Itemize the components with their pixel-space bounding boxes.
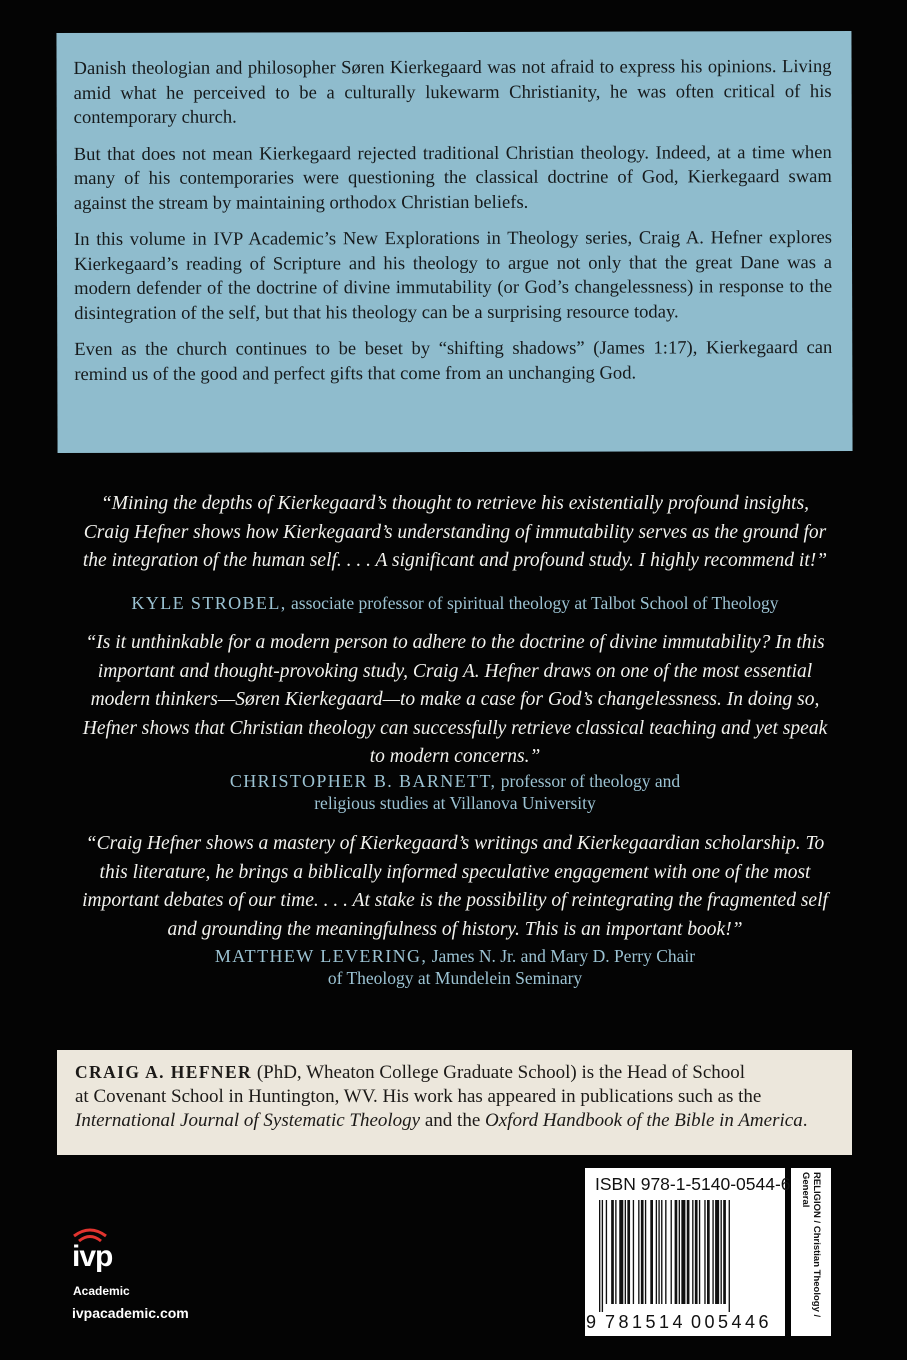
isbn-label: ISBN 978-1-5140-0544-6: [595, 1174, 791, 1194]
barcode-icon: [595, 1200, 775, 1312]
barcode-bar: [615, 1200, 616, 1304]
category-label: RELIGION / Christian Theology / General: [800, 1172, 822, 1318]
endorsement-quote-3: “Craig Hefner shows a mastery of Kierkegaard’s writings and Kierkegaardian scholarship. To this literature, he brings a biblically informed speculative engagement with one of the most important debates of our time. . . . At stake is the possibility of reintegrating the fragmented self and grounding the meaningfulness of history. This is an important book!”: [82, 833, 828, 940]
barcode-bar: [627, 1200, 630, 1304]
barcode-bar: [645, 1200, 646, 1304]
endorser-name: KYLE STROBEL,: [131, 593, 287, 613]
handbook-title: Oxford Handbook of the Bible in America: [485, 1110, 803, 1131]
endorser-name: CHRISTOPHER B. BARNETT,: [229, 771, 497, 791]
description-paragraph-4: Even as the church continues to be beset by “shifting shadows” (James 1:17), Kierkegaard can remind us of the good and perfect gifts that come from an unchanging God.: [74, 337, 833, 385]
endorsement-attribution-1: [40, 592, 870, 614]
endorser-title: professor of theology and: [500, 771, 681, 791]
author-bio-panel: CRAIG A. HEFNER (PhD, Wheaton College Graduate School) is the Head of School at Covenant School in Huntington, WV. His work has appeared in publications such as the International Journal of Systematic Theology and the Oxford Handbook of the Bible in America.: [57, 1050, 852, 1155]
barcode-bar: [606, 1200, 607, 1304]
barcode-bar: [707, 1200, 710, 1304]
endorser-title: of Theology at Mundelein Seminary: [327, 968, 583, 988]
publisher-imprint: Academic: [73, 1284, 130, 1298]
barcode-bar: [695, 1200, 698, 1304]
endorser-title: associate professor of spiritual theology at Talbot School of Theology: [291, 593, 779, 613]
barcode-bar: [661, 1200, 662, 1304]
description-paragraph-2: But that does not mean Kierkegaard rejected traditional Christian theology. Indeed, at a time when many of his contemporaries were questioning the classical doctrine of God, Kierkegaard swam against the stream by maintaining orthodox Christian beliefs.: [73, 141, 832, 214]
barcode-bar: [699, 1200, 700, 1304]
barcode-bar: [692, 1200, 693, 1304]
publisher-website-link[interactable]: ivpacademic.com: [72, 1305, 189, 1321]
barcode-bar: [675, 1200, 678, 1304]
barcode-bar: [671, 1200, 672, 1304]
barcode-bar: [619, 1200, 623, 1304]
endorsement-quote-1: “Mining the depths of Kierkegaard’s thought to retrieve his existentially profound insights, Craig Hefner shows how Kierkegaard’s understanding of immutability serves as the ground for the integration of the human self. . . . A significant and profound study. I highly recommend it!”: [82, 493, 828, 571]
isbn-barcode-box: ISBN 978-1-5140-0544-6 9 781514 005446: [585, 1168, 785, 1336]
endorsement-attribution-2: [40, 770, 870, 814]
barcode-bar: [712, 1200, 713, 1304]
barcode-bar: [650, 1200, 653, 1304]
barcode-bar: [638, 1200, 639, 1304]
publisher-logo-text: ivp: [72, 1240, 113, 1273]
barcode-bar: [687, 1200, 690, 1304]
barcode-bar: [704, 1200, 705, 1304]
barcode-bar: [721, 1200, 722, 1304]
barcode-bar: [679, 1200, 680, 1304]
barcode-bar: [611, 1200, 614, 1304]
barcode-bar: [658, 1200, 659, 1304]
description-paragraph-1: Danish theologian and philosopher Søren Kierkegaard was not afraid to express his opinions. Living amid what he perceived to be a culturally lukewarm Christianity, he was often critical of his contemporary church.: [73, 56, 832, 128]
barcode-bar: [633, 1200, 634, 1304]
description-paragraph-3: In this volume in IVP Academic’s New Explorations in Theology series, Craig A. Hefner explores Kierkegaard’s reading of Scripture and his theology to argue not only that the great Dane was a modern defender of the doctrine of divine immutability (or God’s changelessness) in response to the disintegration of the self, but that his theology can be a surprising resource today.: [73, 227, 833, 324]
barcode-bar: [599, 1200, 600, 1312]
barcode-bar: [665, 1200, 666, 1304]
endorser-title: James N. Jr. and Mary D. Perry Chair: [431, 946, 696, 966]
barcode-bar: [681, 1200, 685, 1304]
barcode-bar: [723, 1200, 726, 1304]
endorser-title: religious studies at Villanova University: [314, 793, 596, 813]
journal-title: International Journal of Systematic Theology: [75, 1110, 421, 1131]
description-panel: [56, 31, 852, 453]
barcode-bar: [715, 1200, 719, 1304]
endorsement-quote-2: “Is it unthinkable for a modern person to adhere to the doctrine of divine immutability? In this important and thought-provoking study, Craig A. Hefner draws on one of the most essential modern thinkers—Søren Kierkegaard—to make a case for God’s changelessness. In doing so, Hefner shows that Christian theology can successfully retrieve classical teaching and yet speak to modern concerns.”: [82, 632, 828, 767]
endorsement-attribution-3: [40, 945, 870, 989]
author-name: CRAIG A. HEFNER: [75, 1062, 253, 1082]
barcode-bar: [656, 1200, 657, 1304]
endorser-name: MATTHEW LEVERING,: [214, 946, 428, 966]
barcode-bar: [641, 1200, 644, 1304]
barcode-bar: [602, 1200, 603, 1312]
barcode-bar: [625, 1200, 626, 1304]
barcode-bar: [729, 1200, 730, 1312]
